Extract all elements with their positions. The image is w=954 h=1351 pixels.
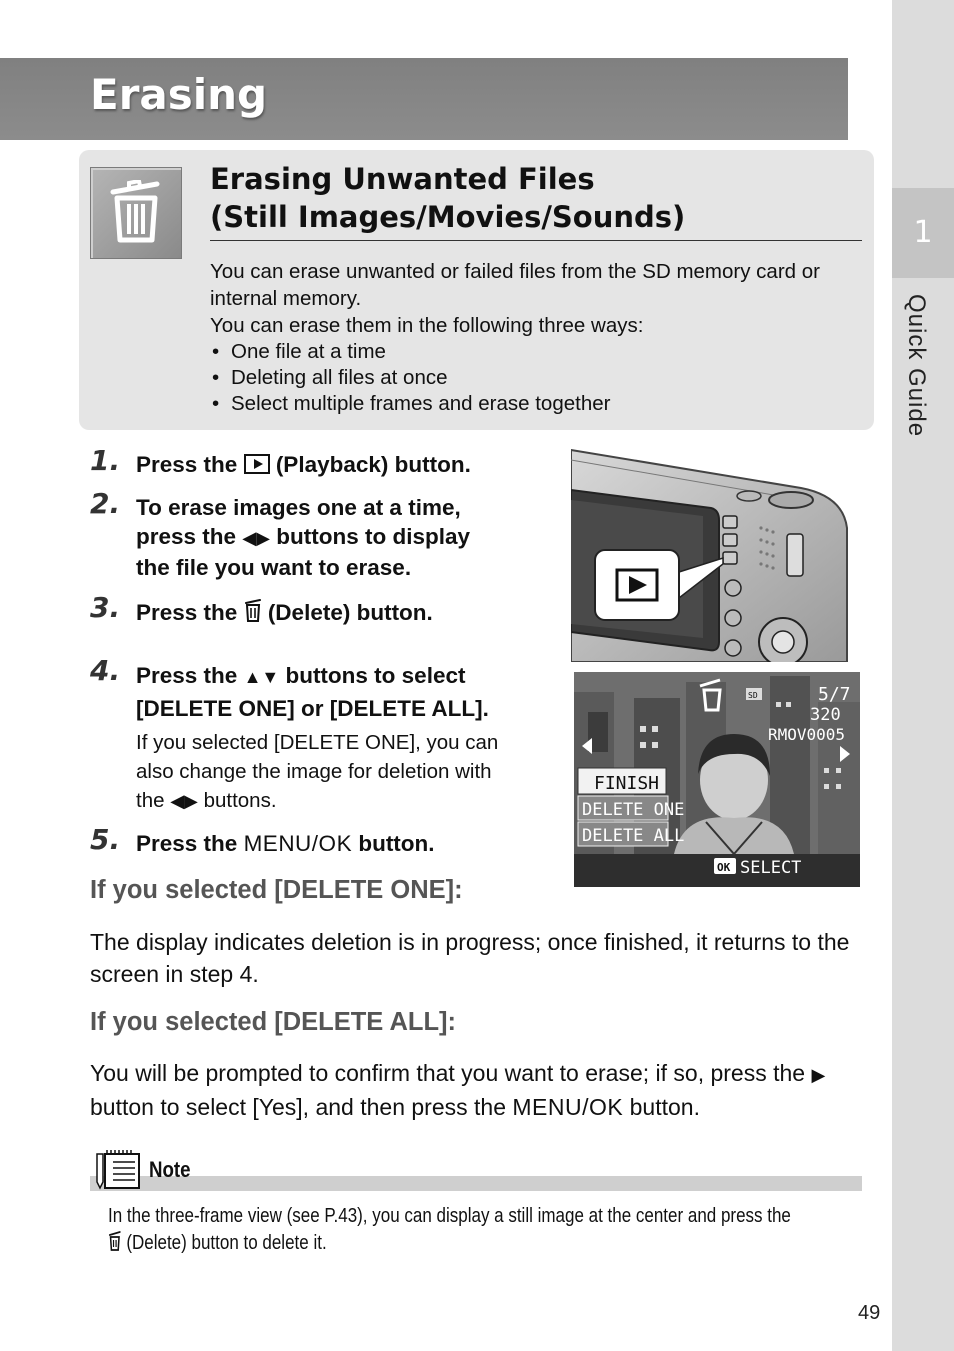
- section-title-line1: Erasing Unwanted Files: [210, 162, 595, 196]
- menu-ok-label: MENU/OK: [243, 831, 353, 856]
- list-item: • Deleting all files at once: [210, 365, 860, 391]
- lcd-menu-delete-one: DELETE ONE: [582, 800, 685, 820]
- menu-ok-label: MENU/OK: [512, 1094, 624, 1120]
- lcd-size: 320: [810, 705, 841, 725]
- up-down-arrows-icon: ▲▼: [243, 667, 280, 687]
- camera-back-illustration: [571, 448, 851, 662]
- delete-all-text: You will be prompted to confirm that you want to erase; if so, press the ▶ button to select [Yes], and then press the MENU/OK button.: [90, 1060, 826, 1120]
- delete-icon: [244, 597, 262, 623]
- step-text: Press the (Delete) button.: [136, 597, 433, 627]
- intro-paragraph-1: You can erase unwanted or failed files from the SD memory card or internal memory.: [210, 260, 820, 310]
- header-band: [0, 58, 848, 140]
- delete-one-heading: If you selected [DELETE ONE]:: [90, 876, 463, 904]
- right-arrow-icon: ▶: [811, 1065, 826, 1085]
- side-tab: [892, 0, 954, 1351]
- section-title: [210, 160, 862, 241]
- step-number: 4.: [90, 654, 121, 687]
- page-title: Erasing: [90, 70, 268, 119]
- step-4-note: If you selected [DELETE ONE], you can also change the image for deletion with the ◀▶ buttons.: [136, 731, 499, 812]
- step-text: Press the ▲▼ buttons to select [DELETE ONE] or [DELETE ALL].: [136, 663, 489, 721]
- list-item: • Select multiple frames and erase together: [210, 391, 860, 417]
- step-text: To erase images one at a time, press the ◀▶ buttons to display the file you want to erase.: [136, 495, 470, 580]
- lcd-menu-finish: FINISH: [594, 773, 660, 794]
- intro-paragraph-2: You can erase them in the following three ways:: [210, 314, 644, 337]
- list-item: • One file at a time: [210, 339, 860, 365]
- note-text: In the three-frame view (see P.43), you can display a still image at the center and press the (Delete) button to delete it.: [108, 1205, 791, 1254]
- note-bar: [90, 1176, 862, 1191]
- section-title-line2: (Still Images/Movies/Sounds): [210, 200, 686, 234]
- note-label: Note: [149, 1157, 191, 1182]
- ways-list: [210, 339, 860, 417]
- lcd-sd-label: SD: [748, 691, 758, 700]
- delete-icon: [108, 1230, 122, 1252]
- left-right-arrows-icon: ◀▶: [170, 791, 198, 811]
- lcd-screen-illustration: [574, 672, 860, 887]
- delete-one-text: The display indicates deletion is in progress; once finished, it returns to the screen in step 4.: [90, 929, 850, 987]
- trash-icon: [90, 167, 182, 259]
- step-number: 2.: [90, 487, 121, 520]
- step-text: Press the MENU/OK button.: [136, 831, 435, 856]
- chapter-number: 1: [892, 188, 954, 278]
- intro-text: [210, 258, 860, 417]
- step-text: Press the (Playback) button.: [136, 452, 471, 477]
- intro-panel: [79, 150, 874, 430]
- chapter-label: Quick Guide: [903, 294, 930, 438]
- lcd-filename: RMOV0005: [768, 725, 846, 744]
- step-number: 1.: [90, 444, 121, 477]
- left-right-arrows-icon: ◀▶: [242, 528, 270, 548]
- lcd-menu-delete-all: DELETE ALL: [582, 826, 685, 846]
- lcd-ok-label: OK: [717, 861, 731, 874]
- playback-icon: [244, 454, 270, 474]
- step-number: 5.: [90, 823, 121, 856]
- lcd-select-label: SELECT: [740, 858, 802, 878]
- step-number: 3.: [90, 591, 121, 624]
- note-icon: [95, 1150, 143, 1190]
- lcd-counter: 5/7: [818, 684, 851, 705]
- delete-all-heading: If you selected [DELETE ALL]:: [90, 1008, 457, 1036]
- page-number: 49: [858, 1302, 881, 1324]
